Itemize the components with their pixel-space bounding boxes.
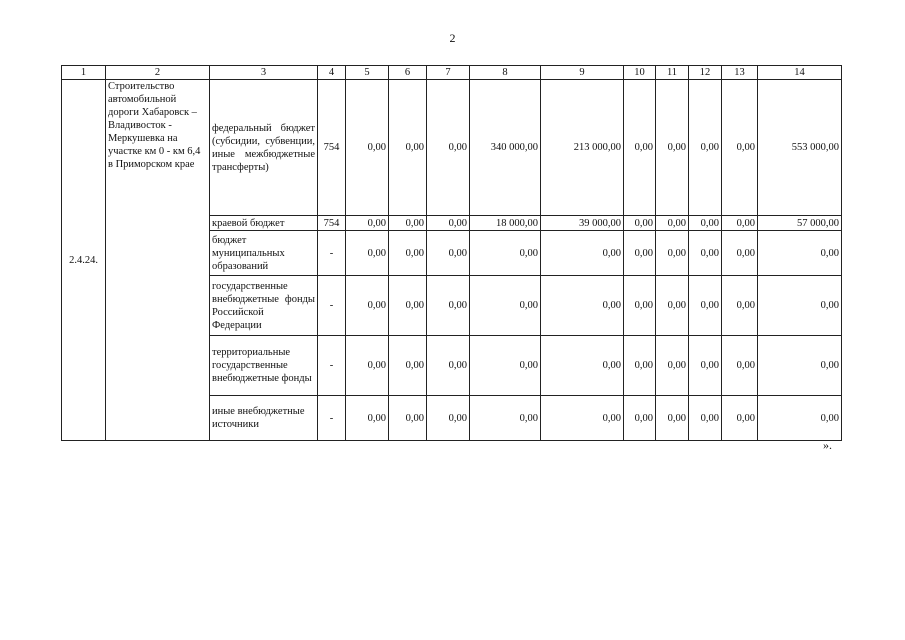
value-cell: 0,00 xyxy=(656,216,689,231)
value-cell: 0,00 xyxy=(389,336,427,396)
value-cell: 0,00 xyxy=(624,276,656,336)
column-header: 1 xyxy=(62,66,106,80)
value-cell: 0,00 xyxy=(624,231,656,276)
value-cell: 0,00 xyxy=(689,216,722,231)
value-cell: 0,00 xyxy=(624,216,656,231)
column-header: 9 xyxy=(541,66,624,80)
value-cell: 0,00 xyxy=(346,276,389,336)
value-cell: 0,00 xyxy=(389,216,427,231)
value-cell: 0,00 xyxy=(470,396,541,441)
column-header: 3 xyxy=(210,66,318,80)
column-header: 6 xyxy=(389,66,427,80)
value-cell: 0,00 xyxy=(389,396,427,441)
value-cell: 0,00 xyxy=(722,276,758,336)
value-cell: 340 000,00 xyxy=(470,80,541,216)
value-cell: 0,00 xyxy=(689,276,722,336)
value-cell: 0,00 xyxy=(758,276,842,336)
object-description: Строительство автомобильной дороги Хабаровск – Владивосток - Меркушевка на участке км 0 - км 6,4 в Приморском крае xyxy=(106,80,210,441)
table-row xyxy=(62,80,842,216)
column-header: 10 xyxy=(624,66,656,80)
table-header-row xyxy=(62,66,842,80)
value-cell: 0,00 xyxy=(758,336,842,396)
value-cell: 0,00 xyxy=(346,231,389,276)
value-cell: 0,00 xyxy=(389,80,427,216)
value-cell: 18 000,00 xyxy=(470,216,541,231)
value-cell: 0,00 xyxy=(427,231,470,276)
funding-source: федеральный бюджет (субсидии, субвенции, иные межбюджетные трансферты) xyxy=(210,80,318,216)
row-id: 2.4.24. xyxy=(62,80,106,441)
value-cell: 0,00 xyxy=(427,336,470,396)
value-cell: 0,00 xyxy=(624,336,656,396)
value-cell: 0,00 xyxy=(656,80,689,216)
column-header: 11 xyxy=(656,66,689,80)
column-header: 5 xyxy=(346,66,389,80)
value-cell: 0,00 xyxy=(722,231,758,276)
value-cell: 0,00 xyxy=(470,336,541,396)
column-header: 12 xyxy=(689,66,722,80)
value-cell: 213 000,00 xyxy=(541,80,624,216)
value-cell: 0,00 xyxy=(624,396,656,441)
value-cell: 0,00 xyxy=(656,396,689,441)
budget-code: - xyxy=(318,276,346,336)
value-cell: 0,00 xyxy=(346,216,389,231)
closing-quote-mark: ». xyxy=(823,438,832,452)
budget-code: - xyxy=(318,336,346,396)
funding-source: бюджет муниципальных образований xyxy=(210,231,318,276)
value-cell: 0,00 xyxy=(389,231,427,276)
funding-source: государственные внебюджетные фонды Российской Федерации xyxy=(210,276,318,336)
value-cell: 57 000,00 xyxy=(758,216,842,231)
value-cell: 0,00 xyxy=(346,336,389,396)
value-cell: 0,00 xyxy=(689,396,722,441)
funding-source: краевой бюджет xyxy=(210,216,318,231)
value-cell: 0,00 xyxy=(541,276,624,336)
budget-code: 754 xyxy=(318,216,346,231)
value-cell: 0,00 xyxy=(758,231,842,276)
column-header: 13 xyxy=(722,66,758,80)
column-header: 14 xyxy=(758,66,842,80)
budget-table xyxy=(61,65,842,441)
budget-code: 754 xyxy=(318,80,346,216)
value-cell: 0,00 xyxy=(346,396,389,441)
value-cell: 0,00 xyxy=(624,80,656,216)
column-header: 2 xyxy=(106,66,210,80)
value-cell: 0,00 xyxy=(758,396,842,441)
value-cell: 39 000,00 xyxy=(541,216,624,231)
value-cell: 0,00 xyxy=(541,336,624,396)
value-cell: 0,00 xyxy=(689,336,722,396)
column-header: 4 xyxy=(318,66,346,80)
funding-source: территориальные государственные внебюджетные фонды xyxy=(210,336,318,396)
value-cell: 0,00 xyxy=(470,276,541,336)
budget-code: - xyxy=(318,231,346,276)
column-header: 8 xyxy=(470,66,541,80)
value-cell: 0,00 xyxy=(722,336,758,396)
value-cell: 0,00 xyxy=(722,216,758,231)
value-cell: 0,00 xyxy=(656,336,689,396)
value-cell: 0,00 xyxy=(427,396,470,441)
table-body xyxy=(62,66,842,441)
budget-code: - xyxy=(318,396,346,441)
funding-source: иные внебюджетные источники xyxy=(210,396,318,441)
value-cell: 553 000,00 xyxy=(758,80,842,216)
value-cell: 0,00 xyxy=(389,276,427,336)
value-cell: 0,00 xyxy=(656,231,689,276)
value-cell: 0,00 xyxy=(427,276,470,336)
value-cell: 0,00 xyxy=(346,80,389,216)
column-header: 7 xyxy=(427,66,470,80)
value-cell: 0,00 xyxy=(689,80,722,216)
value-cell: 0,00 xyxy=(427,80,470,216)
page-number: 2 xyxy=(449,31,456,45)
value-cell: 0,00 xyxy=(656,276,689,336)
value-cell: 0,00 xyxy=(689,231,722,276)
value-cell: 0,00 xyxy=(470,231,541,276)
value-cell: 0,00 xyxy=(427,216,470,231)
value-cell: 0,00 xyxy=(541,396,624,441)
value-cell: 0,00 xyxy=(541,231,624,276)
value-cell: 0,00 xyxy=(722,80,758,216)
value-cell: 0,00 xyxy=(722,396,758,441)
